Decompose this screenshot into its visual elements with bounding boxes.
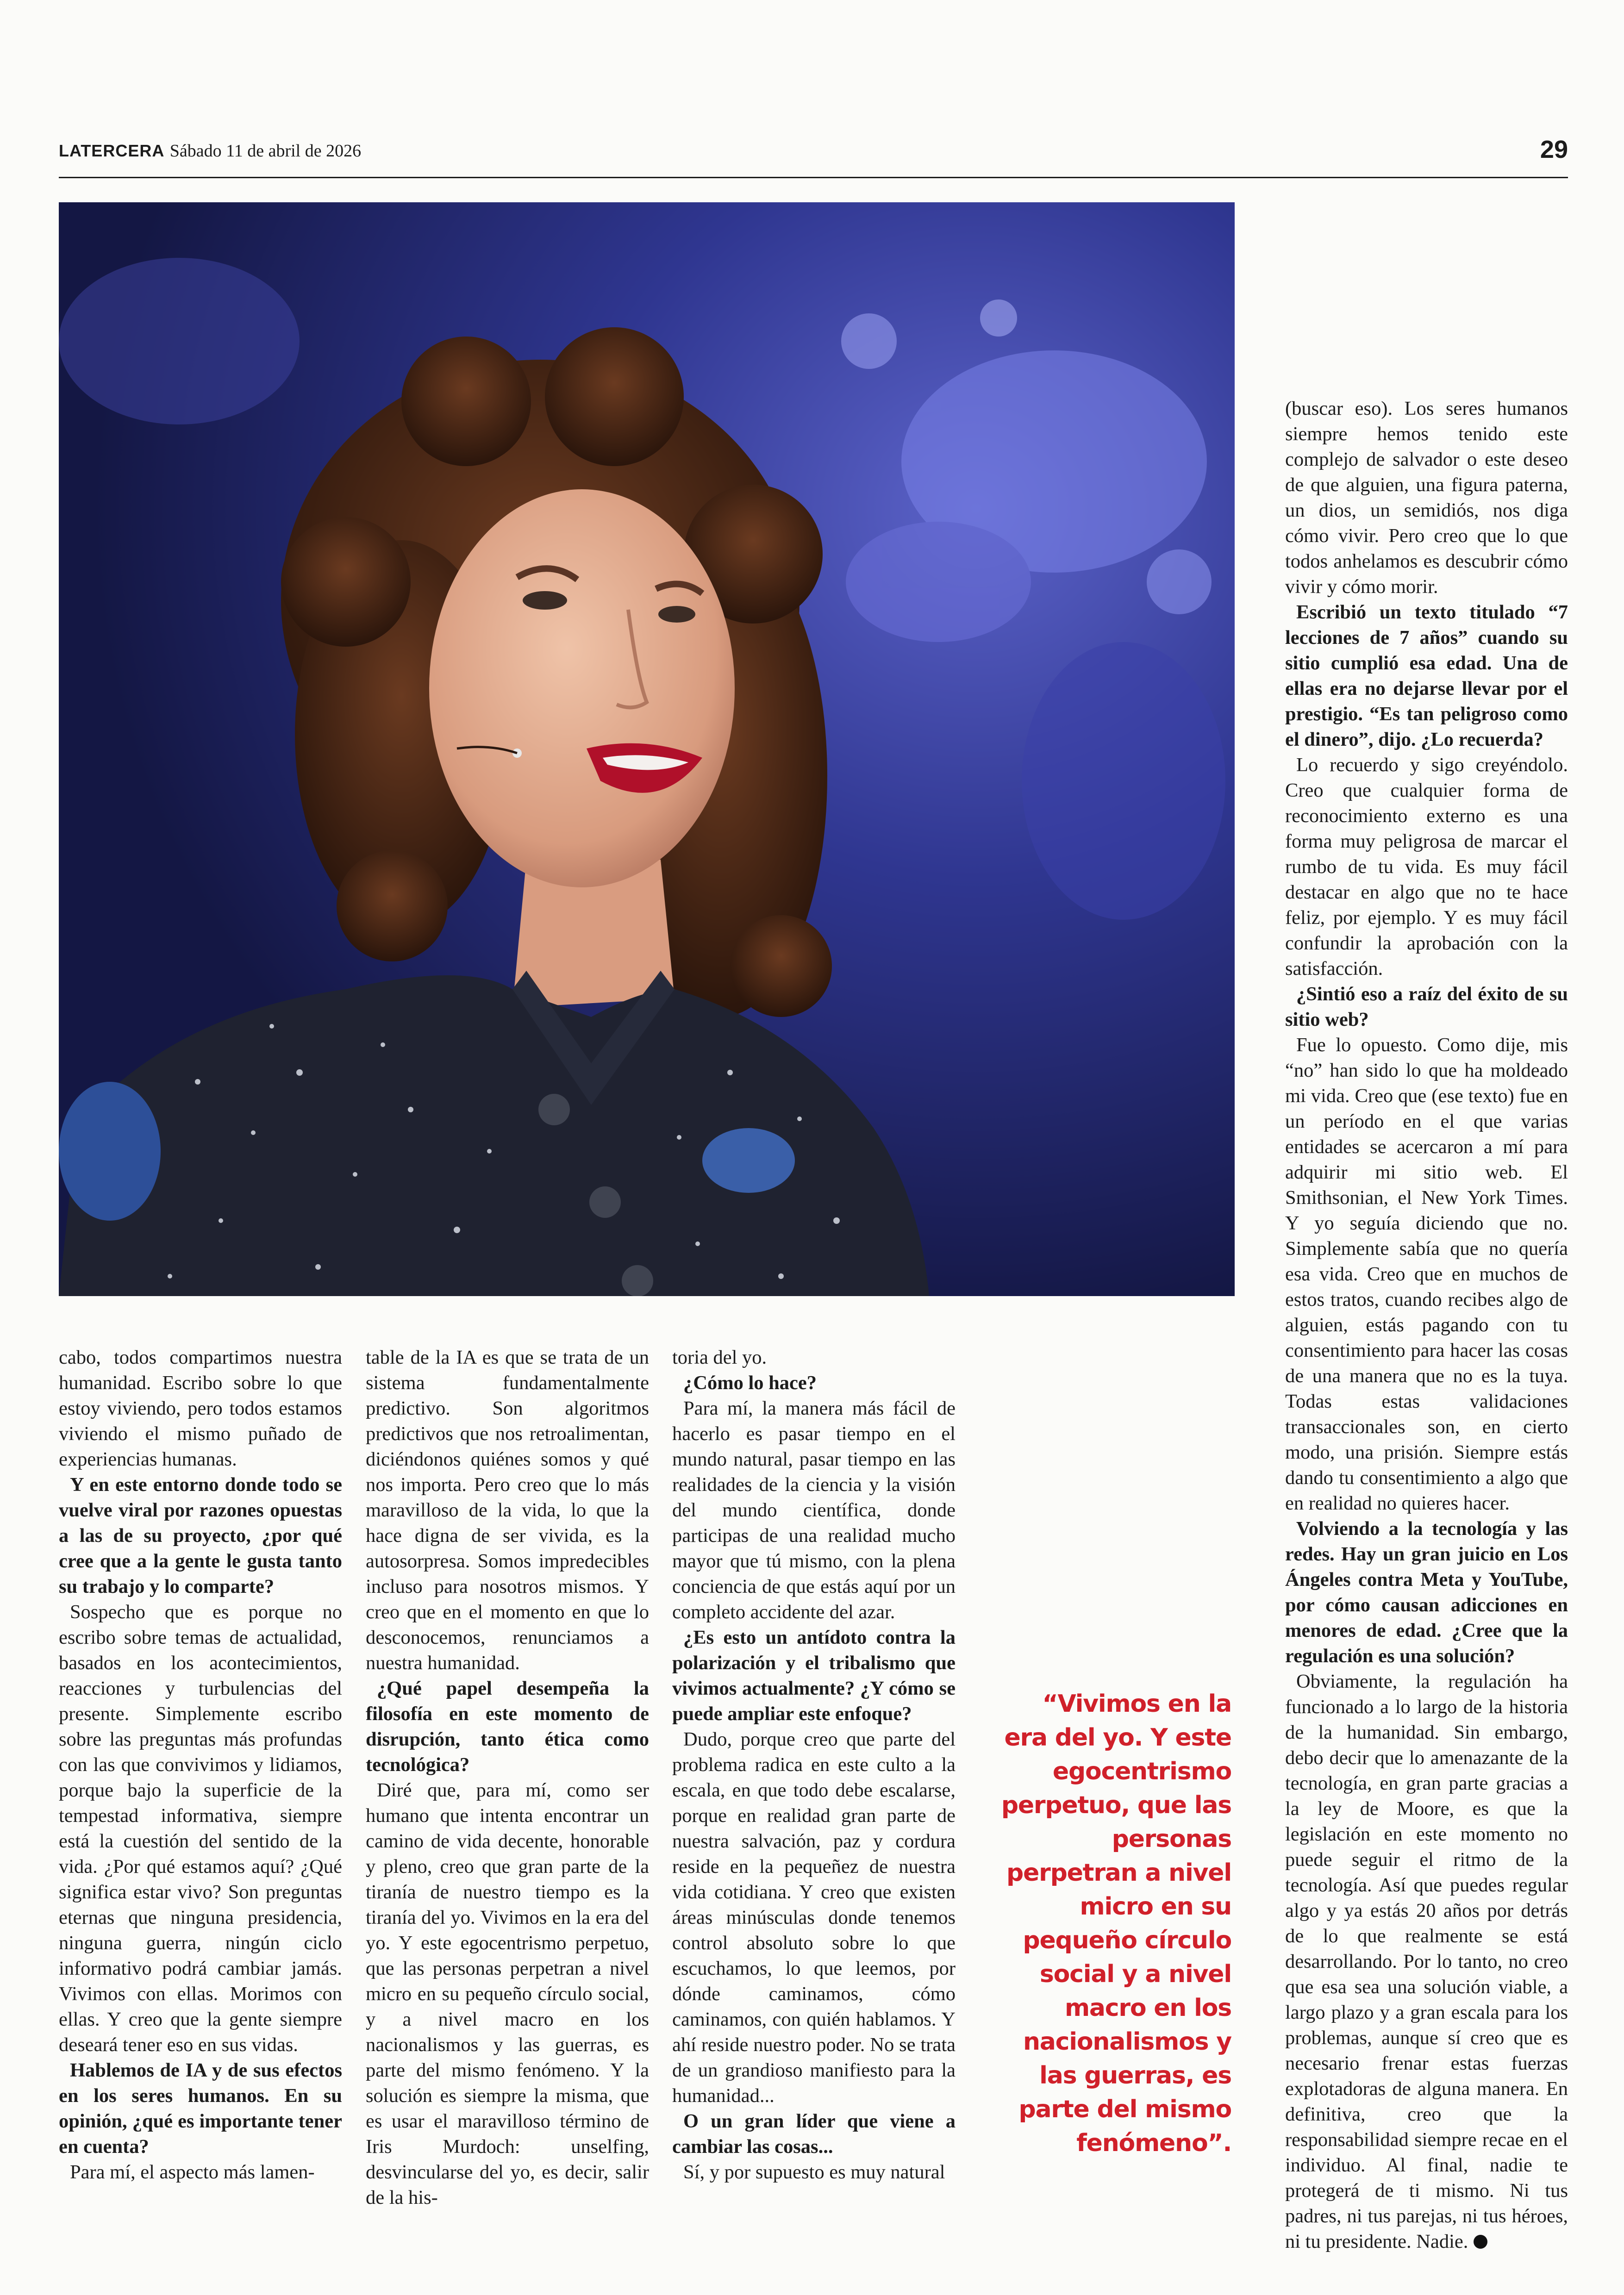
- newspaper-brand: LATERCERA: [59, 141, 165, 160]
- interview-answer: Lo recuerdo y sigo creyéndolo. Creo que cualquier forma de reconocimiento externo es una forma muy peligrosa de marcar el rumbo de tu vida. Es muy fácil destacar en algo que no te hace feliz, por ejemplo. Y es muy fácil confundir la aprobación con la satisfacción.: [1285, 754, 1568, 979]
- article-column-2: [366, 1345, 649, 2210]
- interview-question: Escribió un texto titulado “7 lecciones de 7 años” cuando su sitio cumplió esa edad. Una de ellas era no dejarse llevar por el prestigio. “Es tan peligroso como el dinero”, dijo. ¿Lo recuerda?: [1285, 601, 1568, 750]
- page-number: 29: [1540, 136, 1568, 163]
- interview-answer: Para mí, el aspecto más lamen-: [70, 2161, 315, 2183]
- interview-answer: Obviamente, la regulación ha funcionado a lo largo de la historia de la humanidad. Sin embargo, debo decir que lo amenazante de la tecnología, en gran parte gracias a la ley de Moore, es que la legislación en este momento no puede seguir el ritmo de la tecnología. Así que puedes regular algo y ya estás 20 años por detrás de lo que realmente se está desarrollando. Por lo tanto, no creo que esa sea una solución viable, a largo plazo y a gran escala para los problemas, aunque sí creo que es necesario frenar estas fuerzas explotadoras de alguna manera. En definitiva, creo que la responsabilidad siempre recae en el individuo. Al final, nadie te protegerá de ti mismo. Ni tus padres, ni tus parejas, ni tus héroes, ni tu presidente. Nadie.: [1285, 1671, 1568, 2252]
- masthead: [59, 141, 361, 161]
- end-of-article-icon: [1474, 2235, 1487, 2249]
- interview-question: ¿Es esto un antídoto contra la polarización y el tribalismo que vivimos actualmente? ¿Y cómo se puede ampliar este enfoque?: [672, 1627, 956, 1725]
- header-rule: [59, 177, 1568, 178]
- article-column-3: [672, 1345, 956, 2185]
- pull-quote: “Vivimos en la era del yo. Y este egocentrismo perpetuo, que las personas perpetran a nivel micro en su pequeño círculo social y a nivel macro en los nacionalismos y las guerras, es parte del mismo fenómeno”.: [1001, 1690, 1231, 2157]
- interview-question: Hablemos de IA y de sus efectos en los seres humanos. En su opinión, ¿qué es importante tener en cuenta?: [59, 2059, 342, 2158]
- interview-question: O un gran líder que viene a cambiar las cosas...: [672, 2110, 956, 2158]
- interview-answer: (buscar eso). Los seres humanos siempre hemos tenido este complejo de salvador o este deseo de que alguien, una figura paterna, un dios, un semidiós, nos diga cómo vivir. Pero creo que lo que todos anhelamos es descubrir cómo vivir y cómo morir.: [1285, 398, 1568, 598]
- article-column-1: [59, 1345, 342, 2185]
- interview-answer: table de la IA es que se trata de un sistema fundamentalmente predictivo. Son algoritmos predictivos que nos retroalimentan, diciéndonos quiénes somos y qué nos importa. Pero creo que lo más maravilloso de la vida, lo que la hace digna de ser vivida, es la autosorpresa. Somos impredecibles incluso para nosotros mismos. Y creo que en el momento en que lo desconocemos, renunciamos a nuestra humanidad.: [366, 1347, 649, 1674]
- article-column-4: [1285, 396, 1568, 2254]
- page-header: [59, 136, 1568, 176]
- interview-question: Y en este entorno donde todo se vuelve viral por razones opuestas a las de su proyecto, ¿por qué cree que a la gente le gusta tanto su trabajo y lo comparte?: [59, 1474, 342, 1597]
- interview-answer: Fue lo opuesto. Como dije, mis “no” han sido lo que ha moldeado mi vida. Creo que (ese texto) fue en un período en el que varias entidades se acercaron a mí para adquirir mi sitio web. El Smithsonian, el New York Times. Y yo seguía diciendo que no. Simplemente sabía que no quería esa vida. Creo que en muchos de estos tratos, cuando recibes algo de alguien, estás pagando con tu consentimiento para hacer las cosas de una manera que no es la tuya. Todas estas validaciones transaccionales son, en cierto modo, una prisión. Siempre estás dando tu consentimiento a algo que en realidad no quieres hacer.: [1285, 1034, 1568, 1514]
- issue-date: Sábado 11 de abril de 2026: [169, 141, 362, 161]
- interview-answer: Sí, y por supuesto es muy natural: [683, 2161, 945, 2183]
- interview-answer: Diré que, para mí, como ser humano que intenta encontrar un camino de vida decente, honorable y pleno, creo que gran parte de la tiranía de nuestro tiempo es la tiranía del yo. Vivimos en la era del yo. Y este egocentrismo perpetuo, que las personas perpetran a nivel micro en su pequeño círculo social, y a nivel macro en los nacionalismos y las guerras, es parte del mismo fenómeno. Y la solución es siempre la misma, que es usar el maravilloso término de Iris Murdoch: unselfing, desvincularse del yo, es decir, salir de la his-: [366, 1779, 649, 2208]
- interview-answer: cabo, todos compartimos nuestra humanidad. Escribo sobre lo que estoy viviendo, pero todos estamos viviendo el mismo puñado de experiencias humanas.: [59, 1347, 342, 1470]
- speaker-portrait-photo: [59, 202, 1235, 1296]
- interview-answer: Sospecho que es porque no escribo sobre temas de actualidad, basados en los acontecimientos, reacciones y turbulencias del presente. Simplemente escribo sobre las preguntas más profundas con las que convivimos y lidiamos, porque bajo la superficie de la tempestad informativa, siempre está la cuestión del sentido de la vida. ¿Por qué estamos aquí? ¿Qué significa estar vivo? Son preguntas eternas que ninguna presidencia, ninguna guerra, ningún ciclo informativo podrá cambiar jamás. Vivimos con ellas. Morimos con ellas. Y creo que la gente siempre deseará tener eso en sus vidas.: [59, 1601, 342, 2056]
- interview-answer: Para mí, la manera más fácil de hacerlo es pasar tiempo en el mundo natural, pasar tiempo en las realidades de la ciencia y la visión del mundo científica, donde participas de una realidad mucho mayor que tú mismo, con la plena conciencia de que estás aquí por un completo accidente del azar.: [672, 1397, 956, 1623]
- interview-answer: Dudo, porque creo que parte del problema radica en este culto a la escala, en que todo debe escalarse, porque en realidad gran parte de nuestra salvación, paz y cordura reside en la pequeñez de nuestra vida cotidiana. Y creo que existen áreas minúsculas donde tenemos control absoluto sobre lo que escuchamos, lo que leemos, por dónde caminamos, cómo caminamos, con quién hablamos. Y ahí reside nuestro poder. No se trata de un grandioso manifiesto para la humanidad...: [672, 1728, 956, 2107]
- interview-question: ¿Cómo lo hace?: [683, 1372, 817, 1394]
- interview-answer: toria del yo.: [672, 1347, 767, 1368]
- interview-question: ¿Qué papel desempeña la filosofía en este momento de disrupción, tanto ética como tecnológica?: [366, 1678, 649, 1776]
- interview-question: ¿Sintió eso a raíz del éxito de su sitio web?: [1285, 983, 1568, 1030]
- interview-question: Volviendo a la tecnología y las redes. Hay un gran juicio en Los Ángeles contra Meta y YouTube, por cómo causan adicciones en menores de edad. ¿Cree que la regulación es una solución?: [1285, 1518, 1568, 1667]
